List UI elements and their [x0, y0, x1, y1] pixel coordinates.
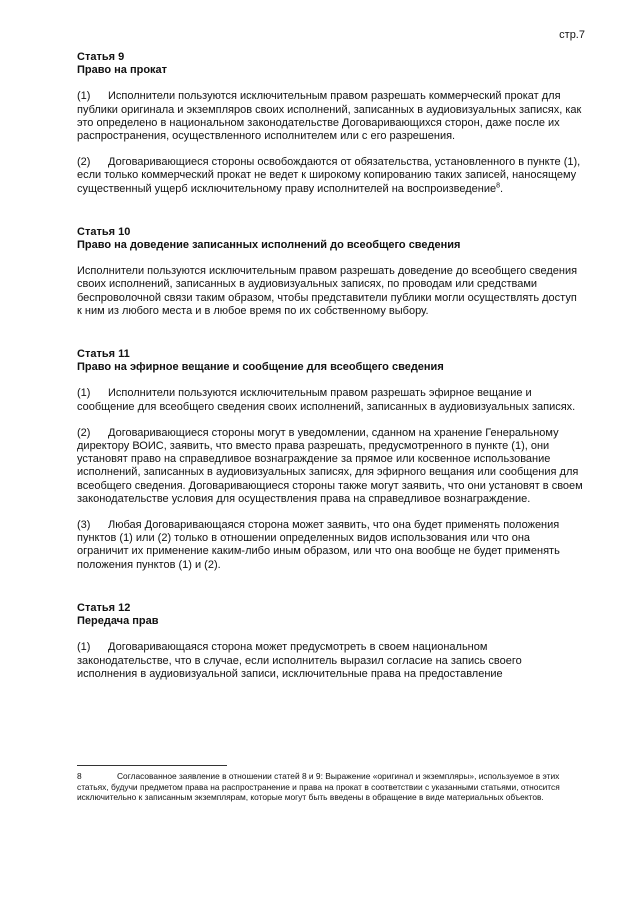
- footnote: [77, 771, 583, 803]
- paragraph-number: (2): [77, 426, 91, 439]
- document-body: [77, 51, 583, 711]
- footnote-text: Согласованное заявление в отношении статей 8 и 9: Выражение «оригинал и экземпляры», используемое в этих статьях, будучи предметом права на распространение и права на прокат в соответствии с указанными статьями, относится исключительно к записанным экземплярам, которые могут быть введены в обращение в виде материальных объектов.: [77, 771, 560, 803]
- paragraph-text: Любая Договаривающаяся сторона может заявить, что она будет применять положения пунктов (1) или (2) только в отношении определенных видов использования или что она ограничит их применение каким-либо иным образом, или что она вообще не будет применять положения пунктов (1) и (2).: [77, 519, 560, 571]
- paragraph-number: (2): [77, 156, 91, 169]
- paragraph-number: (3): [77, 519, 91, 532]
- paragraph: [77, 641, 583, 681]
- paragraph-text: Договаривающаяся сторона может предусмотреть в своем национальном законодательстве, что в случае, если исполнитель выразил согласие на запись своего исполнения в аудиовизуальной записи, исключительные права на предоставление: [77, 641, 522, 680]
- article-title: Право на доведение записанных исполнений до всеобщего сведения: [77, 239, 461, 252]
- paragraph-text: Исполнители пользуются исключительным правом разрешать коммерческий прокат для публики оригинала и экземпляров своих исполнений, записанных в аудиовизуальных записях, как это определено в национальном законодательстве Договаривающихся сторон, даже после их распространения, осуществленного исполнителем или с его разрешения.: [77, 90, 582, 143]
- paragraph-text: Договаривающиеся стороны освобождаются от обязательства, установленного в пункте (1), если только коммерческий прокат не ведет к широкому копированию таких записей, наносящему существенный ущерб исключительному праву исполнителей на воспроизведение: [77, 156, 581, 195]
- paragraph: [77, 265, 583, 318]
- footnote-mark: 8: [77, 771, 82, 781]
- article-9: [77, 51, 583, 196]
- footnote-divider: [77, 765, 227, 766]
- article-10: [77, 226, 583, 318]
- paragraph-text: Исполнители пользуются исключительным правом разрешать эфирное вещание и сообщение для всеобщего сведения своих исполнений, записанных в аудиовизуальных записях.: [77, 387, 576, 413]
- paragraph-number: (1): [77, 387, 91, 400]
- article-title: Право на эфирное вещание и сообщение для всеобщего сведения: [77, 361, 444, 374]
- page-number: стр.7: [559, 29, 585, 41]
- paragraph-number: (1): [77, 90, 91, 103]
- article-number: Статья 10: [77, 225, 131, 238]
- paragraph: [77, 156, 583, 196]
- article-11: [77, 348, 583, 572]
- article-number: Статья 9: [77, 51, 125, 63]
- article-title: Передача прав: [77, 615, 159, 628]
- article-12: [77, 602, 583, 681]
- paragraph-text: Исполнители пользуются исключительным правом разрешать доведение до всеобщего сведения своих исполнений, записанных в аудиовизуальных записях, по проводам или средствами беспроволочной связи таким образом, чтобы представители публики могли осуществлять доступ к ним из любого места и в любое время по их собственному выбору.: [77, 265, 578, 317]
- article-number: Статья 11: [77, 348, 130, 361]
- paragraph-text: Договаривающиеся стороны могут в уведомлении, сданном на хранение Генеральному директору ВОИС, заявить, что вместо права разрешать, предусмотренного в пункте (1), они установят право на справедливое вознаграждение за прямое или косвенное использование исполнений, записанных в аудиовизуальных записях, для эфирного вещания или сообщения для всеобщего сведения. Договаривающиеся стороны также могут заявить, что они установят в своем законодательстве условия для осуществления права на справедливое вознаграждение.: [77, 426, 583, 505]
- paragraph: [77, 387, 583, 413]
- paragraph: [77, 519, 583, 572]
- paragraph: [77, 90, 583, 143]
- article-number: Статья 12: [77, 601, 131, 614]
- article-title: Право на прокат: [77, 64, 168, 77]
- paragraph: [77, 427, 583, 506]
- paragraph-number: (1): [77, 641, 91, 654]
- paragraph-tail: .: [500, 182, 504, 195]
- footnote-reference[interactable]: 8: [496, 181, 501, 189]
